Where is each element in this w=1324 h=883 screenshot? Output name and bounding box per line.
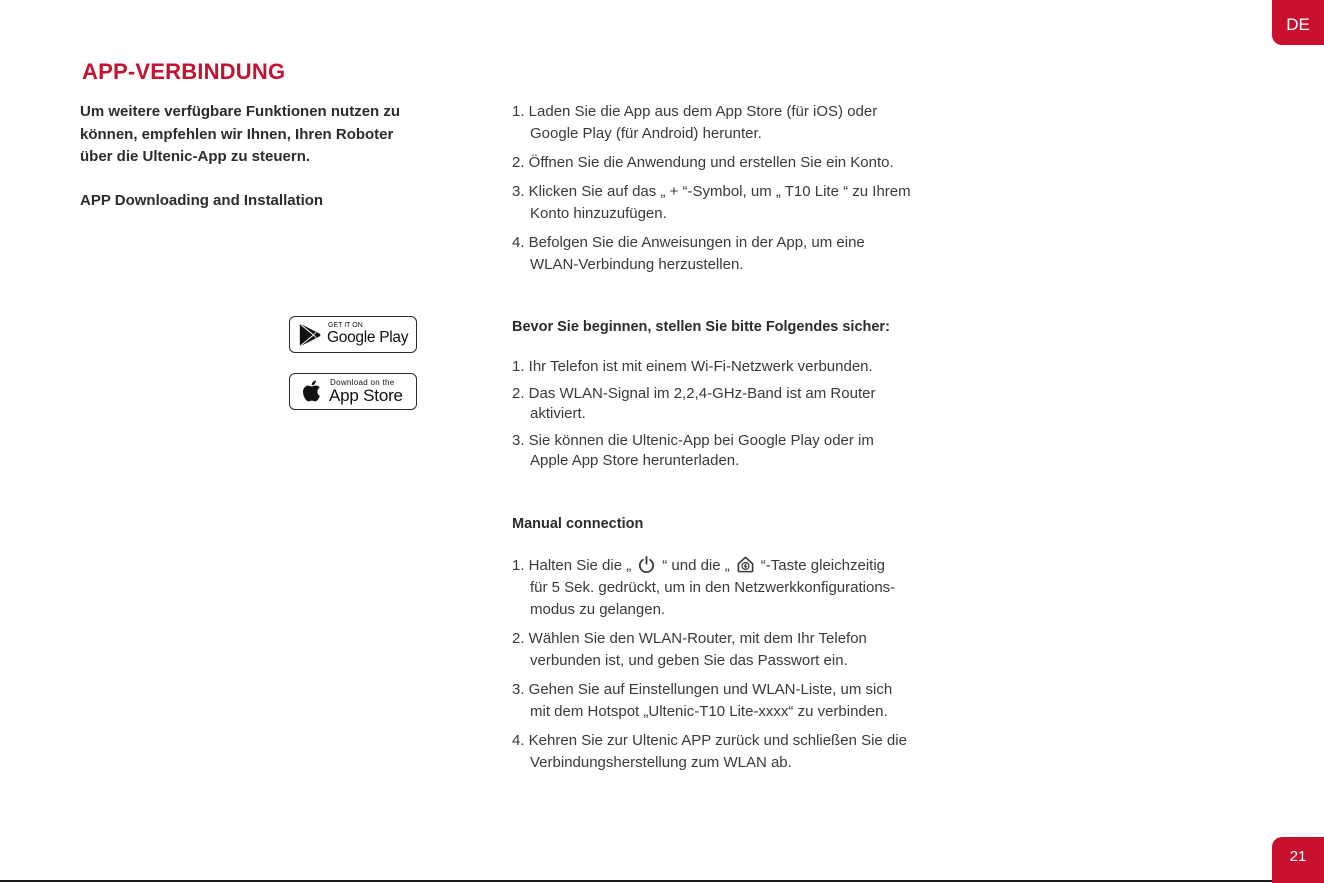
step-line: 1. Ihr Telefon ist mit einem Wi-Fi-Netzwerk verbunden. [512, 358, 873, 375]
power-icon [637, 555, 656, 574]
page-number: 21 [1289, 848, 1307, 865]
google-play-badge[interactable] [289, 316, 417, 353]
list-item [512, 628, 907, 672]
intro-text [80, 101, 400, 169]
step-line [512, 555, 907, 577]
list-item [512, 679, 907, 723]
list-item [512, 555, 907, 621]
step-line: 4. Kehren Sie zur Ultenic APP zurück und schließen Sie die [512, 732, 907, 749]
step-line: 3. Gehen Sie auf Einstellungen und WLAN-Liste, um sich [512, 681, 893, 698]
badge-caption: GET IT ON [328, 322, 363, 329]
manual-connection-steps [512, 555, 907, 781]
list-item [512, 152, 911, 174]
page-number-tab [1272, 837, 1324, 883]
step-line: für 5 Sek. gedrückt, um in den Netzwerkkonfigurations- [530, 579, 896, 596]
apple-icon [301, 379, 321, 403]
step-line: 3. Klicken Sie auf das „ + “-Symbol, um „ T10 Lite “ zu Ihrem [512, 183, 911, 200]
download-subheading: APP Downloading and Installation [80, 192, 324, 209]
step-line: verbunden ist, und geben Sie das Passwort ein. [530, 652, 848, 669]
bottom-rule [0, 880, 1324, 882]
list-item [512, 232, 911, 276]
step-line: Verbindungsherstellung zum WLAN ab. [530, 754, 792, 771]
step-line: 4. Befolgen Sie die Anweisungen in der App, um eine [512, 234, 865, 251]
step-line: WLAN-Verbindung herzustellen. [530, 256, 744, 273]
step-text: “ und die „ [662, 557, 730, 574]
step-line: 2. Wählen Sie den WLAN-Router, mit dem Ihr Telefon [512, 630, 867, 647]
step-line: modus zu gelangen. [530, 601, 666, 618]
step-line: Konto hinzuzufügen. [530, 205, 667, 222]
step-line: 3. Sie können die Ultenic-App bei Google Play oder im [512, 432, 874, 449]
list-item [512, 431, 875, 471]
list-item [512, 101, 911, 145]
home-icon [736, 555, 755, 574]
step-line: 2. Das WLAN-Signal im 2,2,4-GHz-Band ist am Router [512, 385, 876, 402]
badge-label: App Store [329, 386, 403, 405]
step-text: 1. Halten Sie die „ [512, 557, 632, 574]
language-tab [1272, 0, 1324, 45]
page-title: APP-VERBINDUNG [82, 59, 286, 84]
step-line: aktiviert. [530, 405, 586, 422]
step-line: mit dem Hotspot „Ultenic-T10 Lite-xxxx“ zu verbinden. [530, 703, 888, 720]
list-item [512, 181, 911, 225]
list-item [512, 730, 907, 774]
intro-line: können, empfehlen wir Ihnen, Ihren Roboter [80, 125, 394, 143]
step-line: 1. Laden Sie die App aus dem App Store (für iOS) oder [512, 103, 878, 120]
requirements-heading: Bevor Sie beginnen, stellen Sie bitte Folgendes sicher: [512, 319, 890, 335]
step-line: Apple App Store herunterladen. [530, 452, 740, 469]
google-play-icon [299, 323, 321, 347]
requirements-list [512, 357, 875, 478]
step-line: Google Play (für Android) herunter. [530, 125, 762, 142]
step-line: 2. Öffnen Sie die Anwendung und erstellen Sie ein Konto. [512, 154, 894, 171]
app-store-badge[interactable] [289, 373, 417, 410]
download-steps [512, 101, 911, 283]
language-label: DE [1286, 15, 1310, 34]
intro-line: Um weitere verfügbare Funktionen nutzen zu [80, 103, 401, 120]
list-item [512, 384, 875, 424]
list-item [512, 357, 875, 377]
badge-caption: Download on the [330, 378, 395, 387]
step-text: “-Taste gleichzeitig [760, 557, 885, 574]
manual-connection-heading: Manual connection [512, 516, 644, 532]
intro-line: über die Ultenic-App zu steuern. [80, 148, 311, 165]
badge-label: Google Play [327, 329, 409, 346]
